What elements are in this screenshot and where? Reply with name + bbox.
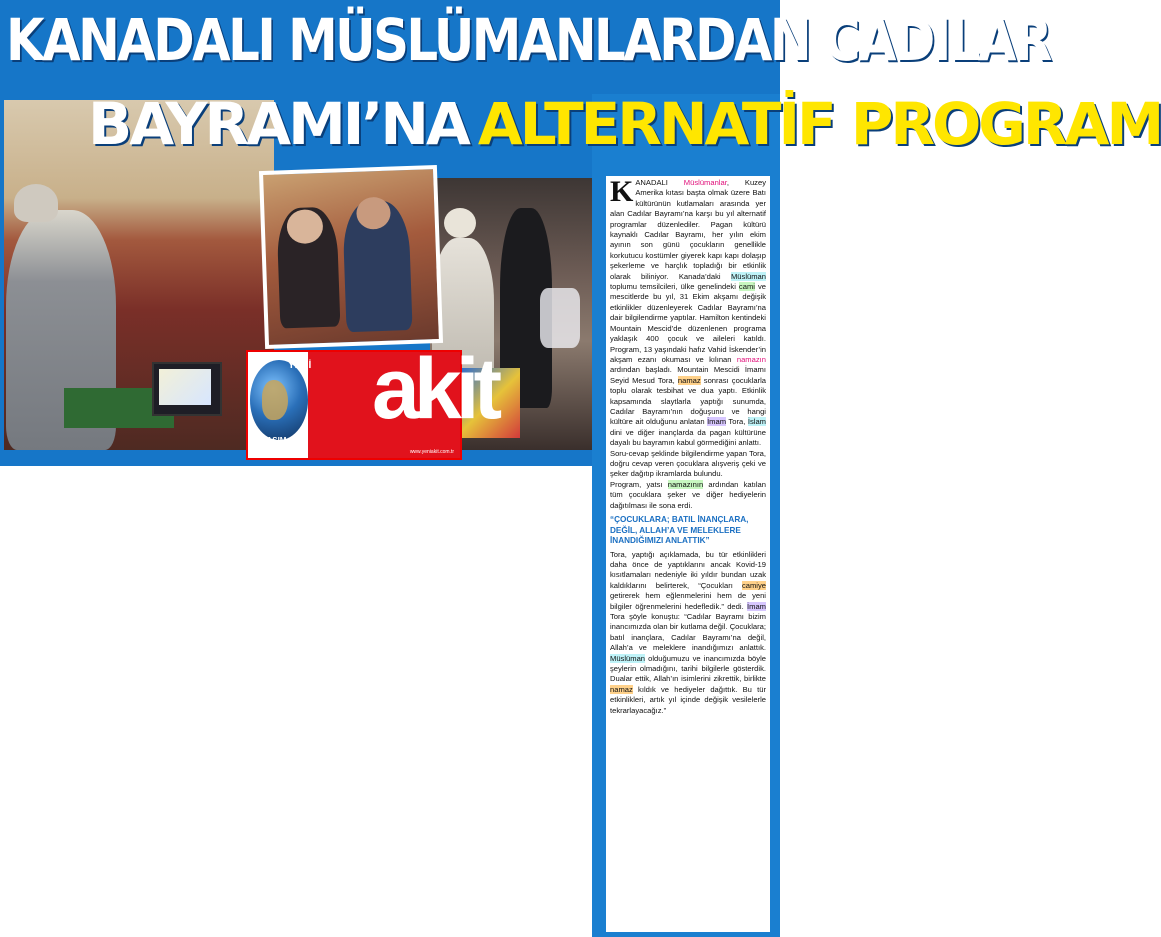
logo-yeni: YENİ — [288, 360, 312, 371]
headline-line-2 — [88, 90, 1161, 158]
headline-yellow-part: ALTERNATİF PROGRAM — [477, 90, 1161, 158]
highlight-namazinin: namazının — [667, 479, 704, 489]
children-praying-photo — [259, 165, 443, 349]
highlight-muslumanlar: Müslümanlar — [683, 178, 727, 187]
issue-day: SALI — [254, 445, 273, 454]
article-body — [606, 176, 770, 932]
highlight-imam: İmam — [707, 417, 727, 427]
highlight-namaz-2: namaz — [610, 684, 633, 694]
drop-cap: K — [610, 175, 634, 208]
highlight-musluman: Müslüman — [730, 271, 766, 281]
text: ANADALI — [635, 178, 684, 187]
text: Tora, — [726, 417, 748, 427]
logo-wordmark: akit — [372, 341, 497, 437]
paragraph-3 — [610, 480, 766, 511]
subheading: “ÇOCUKLARA; BATIL İNANÇLARA, DEĞİL, ALLAH’A VE MELEKLERE İNANDIĞIMIZI ANLATTIK” — [610, 515, 749, 545]
text: Tora, yaptığı açıklamada, bu tür etkinlikleri daha önce de yaptıklarını ancak Kovid-19 kısıtlamaları nedeniyle iki yıldır bundan uzak kaldıklarını belirterek, “Çocukları — [610, 549, 766, 590]
text: Tora şöyle konuştu: “Cadılar Bayramı bizim inancımızda olan bir kutlama değil. Çocuklara; batıl inançlara, Cadılar Bayramı’na değil, Allah’a ve meleklere inandığımızı anlattık. — [610, 611, 766, 653]
headline-white-part: BAYRAMI’NA — [88, 90, 468, 158]
paragraph-4 — [610, 550, 766, 717]
text: ardından başladı. Mountain Mescidi İmamı Seyid Mesud Tora, — [610, 365, 766, 385]
logo-red-panel — [308, 341, 497, 458]
highlight-cami: cami — [738, 282, 755, 292]
text: toplumu temsilcileri, ülke genelindeki — [610, 282, 739, 292]
highlight-namaz: namaz — [677, 375, 701, 385]
text: , Kuzey Amerika kıtası başta olmak üzere Batı kültürünün kutlamaları arasında yer alan Cadılar Bayramı’na karşı bu yıl alternatif programlar düzenlediler. Pagan kültürü kaynaklı Cadılar Bayramı, her yılın ekim ayının son günü çocukların genellikle korkutucu kostümler giyerek kapı kapı dolaşıp şekerleme ve harçlık topladığı bir etkinlik olarak biliniyor. Kanada’daki — [610, 178, 766, 281]
newspaper-logo — [246, 341, 497, 460]
text: getirerek hem eğlenmelerini hem de yeni bilgiler öğrenmelerini hedefledik.” dedi. — [610, 591, 766, 611]
text: sonrası çocuklarla toplu olarak tesbihat ve dua yaptı. Etkinlik kapsamında slaytlarla yaptığı sunumda, Cadılar Bayramı’nın doğuşunu ve hangi kültüre ait olduğunu anlatan — [610, 375, 766, 427]
logo-url: www.yeniakit.com.tr — [409, 449, 454, 455]
highlight-imam-2: İmam — [747, 601, 766, 611]
text: kıldık ve hediyeler dağıttık. Bu tür etkinlikleri, artık yıl içinde değişik vesilelerle tekrarlayacağız.” — [610, 684, 766, 715]
issue-date-line: 2 KASIM 2020 — [254, 436, 307, 445]
text: ardından katılan tüm çocuklara şeker ve diğer hediyelerin dağıtılması ile sona erdi. — [610, 479, 766, 510]
paragraph-2: Soru-cevap şeklinde bilgilendirme yapan Tora, doğru cevap veren çocuklara alışveriş çeki ve şeker dağıtıp ikramlarda bulundu. — [610, 448, 766, 479]
highlight-camiye: camiye — [741, 580, 766, 590]
text: dini ve diğer inançlarda da pagan kültürüne dayalı bu bayramın kabul görmediğini anlattı. — [610, 427, 766, 448]
text: Program, yatsı — [610, 479, 668, 489]
paragraph-1 — [610, 175, 766, 449]
laptop — [152, 362, 222, 416]
text: olduğumuzu ve inancımızda böyle şeylerin olmadığını, tarihi bilgilerle gösterdik. Dualar ettik, Allah’ın isimlerini zikrettik, birlikte — [610, 653, 766, 684]
headline-line-1: KANADALI MÜSLÜMANLARDAN CADILAR — [6, 6, 1050, 74]
highlight-namazin: namazın — [736, 354, 766, 364]
highlight-islam: İslam — [747, 417, 766, 427]
issue-date — [254, 436, 306, 454]
text: ve mescitlerde bu yıl, 31 Ekim akşamı değişik etkinlikler düzenleyerek Cadılar Bayramı’na dair bilgilendirme yaptılar. Hamilton kentindeki Mountain Mescid’de düzenlenen programa yaklaşık 400 çocuk ve aileleri katıldı. Program, 13 yaşındaki hafız Vahid İskender’in akşam ezanı okuması ve kılınan — [610, 282, 766, 364]
globe-icon — [250, 360, 308, 440]
highlight-musluman-2: Müslüman — [610, 653, 646, 663]
